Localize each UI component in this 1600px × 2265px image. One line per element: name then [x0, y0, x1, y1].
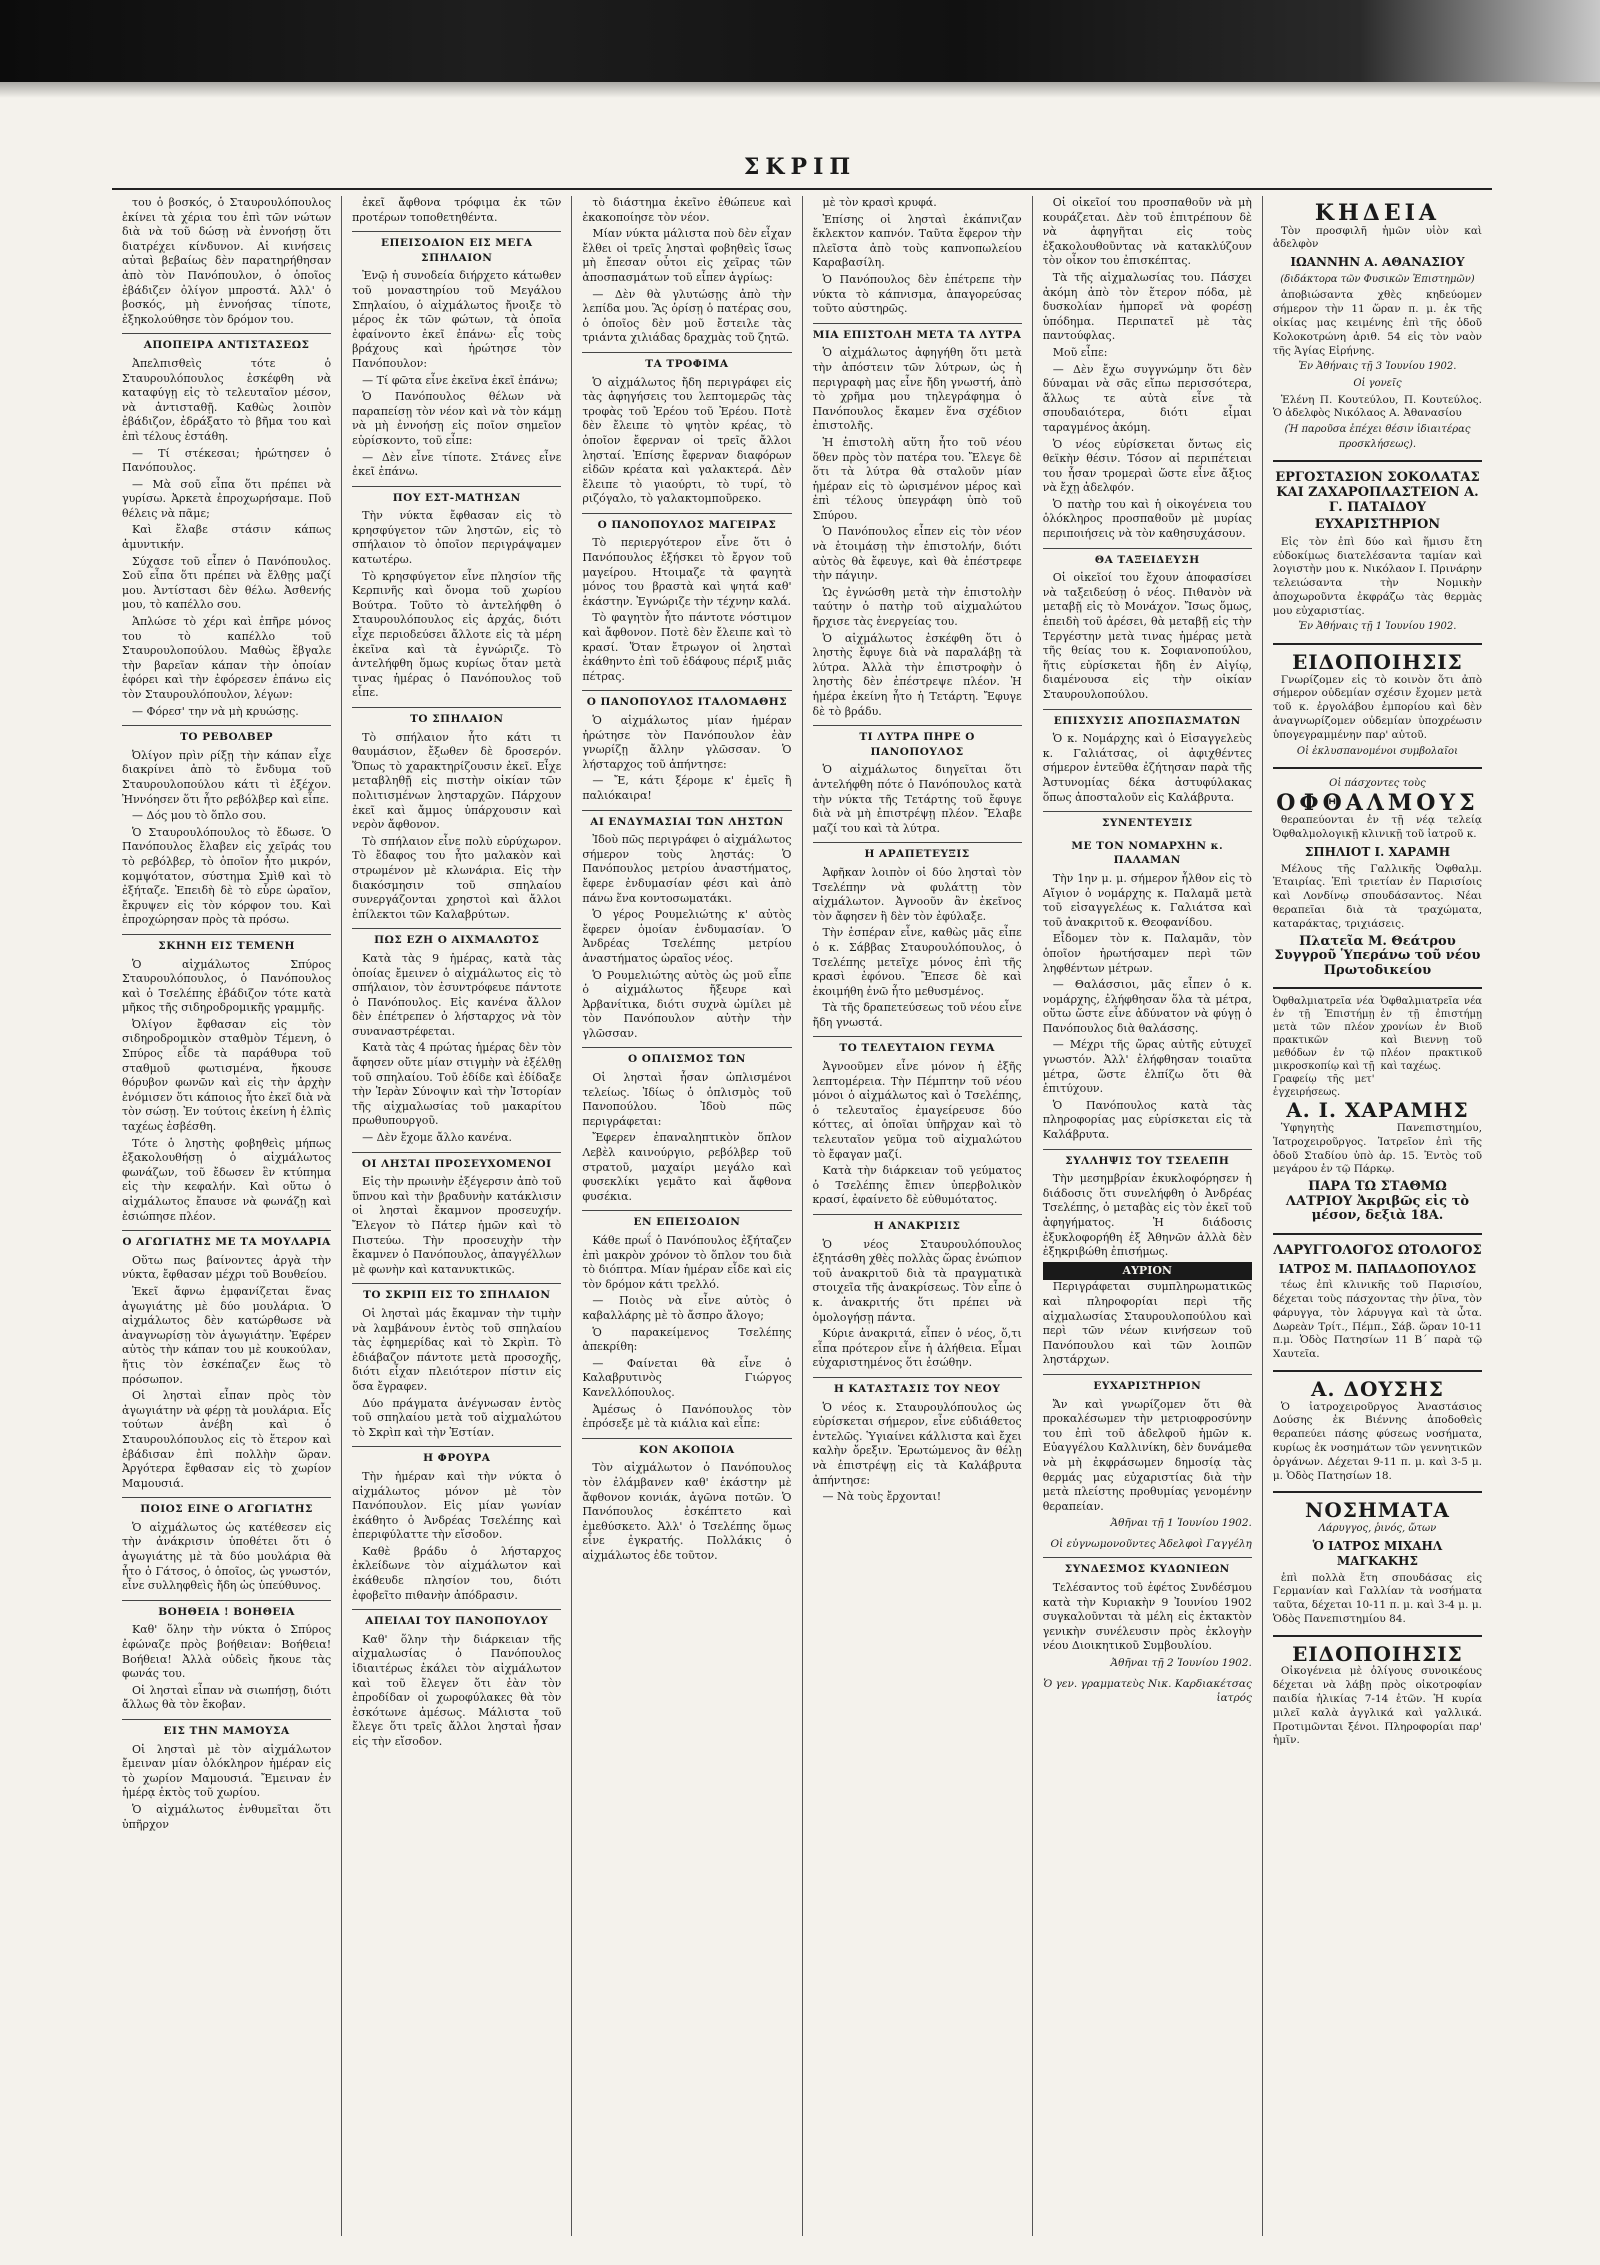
- paragraph: Ὁ αἰχμάλωτος ἐνθυμεῖται ὅτι ὑπῆρχον: [122, 1802, 332, 1831]
- signature: Ὁ γεν. γραμματεὺς Νικ. Καρδιακέτσας ἰατρός: [1043, 1677, 1252, 1705]
- diseases-doctor: Ὁ ΙΑΤΡΟΣ ΜΙΧΑΗΛ ΜΑΓΚΑΚΗΣ: [1312, 1539, 1443, 1569]
- section-heading: ΣΚΗΝΗ ΕΙΣ ΤΕΜΕΝΗ: [122, 934, 331, 954]
- notice-title: ΕΙΔΟΠΟΙΗΣΙΣ: [1292, 1641, 1463, 1666]
- paragraph: — Δὲν ἔχομε ἄλλο κανένα.: [362, 1131, 513, 1145]
- paragraph: Καθ' ὅλην τὴν διάρκειαν τῆς αἰχμαλωσίας ὁ Πανόπουλος ἰδιαιτέρως ἐκάλει τὸν αἰχμάλωτον καὶ τοῦ ἔλεγεν ὅτι ἐὰν τὸν ἐπροδίδαν οἱ χωροφύλακες θὰ τὸν ἐσκότωνε ἀμέσως. Μάλιστα τοῦ ἔλεγε ὅτι τρεῖς ἄλλοι λησταὶ ἦσαν εἰς τὴν εἴσοδον.: [352, 1632, 562, 1748]
- xaramis-address: ΠΑΡΑ ΤΩ ΣΤΑΘΜΩ ΛΑΤΡΙΟΥ Ἀκριβῶς εἰς τὸ μέσον, δεξιὰ 18Α.: [1285, 1179, 1469, 1224]
- paragraph: — Τί φῶτα εἶνε ἐκεῖνα ἐκεῖ ἐπάνω;: [362, 373, 559, 387]
- notice-ad-2: [1273, 1635, 1482, 1756]
- section-heading: ΣΥΛΛΗΨΙΣ ΤΟΥ ΤΣΕΛΕΠΗ: [1043, 1149, 1252, 1169]
- column-2: [342, 196, 572, 2236]
- xaramis-text: Ὑφηγητὴς Πανεπιστημίου, Ἰατροχειροῦργος. Ἰατρεῖον ἐπὶ τῆς ὁδοῦ Σταδίου ὑπὸ ἀρ. 15. Ἐντὸς τοῦ μεγάρου ἐν τῷ Πάρκῳ.: [1272, 1121, 1483, 1176]
- paragraph: Ὁ παρακείμενος Τσελέπης ἀπεκρίθη:: [582, 1325, 792, 1354]
- paragraph: Ἔφερεν ἐπαναληπτικὸν ὅπλον Λεβὲλ καινούργιο, ρεβόλβερ τοῦ στρατοῦ, μαχαίρι μεγάλο καὶ φυσεκλίκι γεμᾶτο καὶ ἄφθονα φυσέκια.: [582, 1131, 792, 1203]
- paragraph: Οὕτω πως βαίνοντες ἀργὰ τὴν νύκτα, ἔφθασαν μέχρι τοῦ Βουθείου.: [122, 1253, 332, 1282]
- paragraph: Ὁ γέρος Ρουμελιώτης κ' αὐτὸς ἔφερεν ὁμοίαν ἐνδυμασίαν. Ὁ Ἀνδρέας Τσελέπης μετρίου ἀναστήματος ὡραῖος νέος.: [582, 908, 792, 965]
- section-heading: ΚΟΝ ΑΚΟΠΟΙΑ: [582, 1438, 791, 1458]
- paragraph: Ὁ αἰχμάλωτος ἀφηγήθη ὅτι μετὰ τὴν ἀπόστειν τῶν λύτρων, ὡς ἡ περιγραφὴ μας εἶνε ἤδη γνωστή, ἀπὸ τὸ χρῆμα μου τηλεγράφημα ὁ Πανόπουλος ἔκαμεν ἕνα σχέδιον ἐπιστολῆς.: [812, 346, 1022, 433]
- paragraph: Εἶδομεν τὸν κ. Παλαμᾶν, τὸν ὁποῖον ἠρωτήσαμεν περὶ τῶν ληφθέντων μέτρων.: [1042, 932, 1252, 975]
- section-heading: ΕΠΕΙΣΟΔΙΟΝ ΕΙΣ ΜΕΓΑ ΣΠΗΛΑΙΟΝ: [352, 231, 561, 265]
- section-heading: Ο ΟΠΛΙΣΜΟΣ ΤΩΝ: [582, 1047, 791, 1067]
- diseases-ad: [1273, 1491, 1482, 1635]
- paragraph: Κύριε ἀνακριτά, εἶπεν ὁ νέος, ὅ,τι εἶπα πρότερον εἶνε ἡ ἀλήθεια. Εἶμαι εὐχαριστημένος ὅτι ἐσώθην.: [812, 1327, 1022, 1370]
- paragraph: Ἐνῷ ἡ συνοδεία διήρχετο κάτωθεν τοῦ μοναστηρίου τοῦ Μεγάλου Σπηλαίου, ὁ αἰχμάλωτος ἤνοιξε τὸ μέρος ἐκ τῶν φώτων, τὰ ὁποῖα ἐφαίνοντο ἐκεῖ ἐπάνω· εἶς τοὺς βράχους καὶ ἠρώτησε τὸν Πανόπουλον:: [352, 269, 562, 370]
- paragraph: Ὁ αἰχμάλωτος ἐσκέφθη ὅτι ὁ ληστὴς ἔφυγε διὰ νὰ παραλάβῃ τὰ λύτρα. Ἀλλὰ τὴν ἐπιστροφὴν ὁ ληστὴς δὲν ἐπέστρεψε πλέον. Ἡ ἡμέρα ἐκείνη ἦτο ἡ Τετάρτη. Ἔφυγε δὲ τὸ βράδυ.: [812, 631, 1022, 718]
- diseases-text: ἐπὶ πολλὰ ἔτη σπουδάσας εἰς Γερμανίαν καὶ Γαλλίαν τὰ νοσήματα ταῦτα, δέχεται 10-11 π. μ. καὶ 3-4 μ. μ. Ὁδὸς Πανεπιστημίου 84.: [1272, 1571, 1483, 1626]
- paragraph: Τὸ σπήλαιον ἦτο κάτι τι θαυμάσιον, ἔξωθεν δὲ δροσερόν. Ὅπως τὸ χαρακτηρίζουσιν ἐκεῖ. Εἶχε μεταβληθῇ εἰς πιστὴν οἰκίαν τῶν πολιτισμένων λησταρχῶν. Πάρχουν ἐκεῖ καὶ ἄμμος ὑπάρχουσιν καὶ νερὸν ἄφθονον.: [352, 730, 562, 832]
- funeral-signers: Ἑλένη Π. Κουτεύλου, Π. Κουτεύλος. Ὁ ἀδελφὸς Νικόλαος Α. Ἀθανασίου: [1272, 393, 1483, 420]
- chocolate-factory-ad: [1273, 460, 1482, 643]
- paragraph: — Ποιὸς νὰ εἶνε αὐτὸς ὁ καβαλλάρης μὲ τὸ ἄσπρο ἄλογο;: [582, 1294, 792, 1322]
- paragraph: — Δὲν θὰ γλυτώσῃς ἀπὸ τὴν λεπίδα μου. Ἂς ὁρίσῃ ὁ πατέρας σου, ὁ ὁποῖος δὲν μοῦ ἔστειλε τὰς τριάντα χιλιάδας δραχμὰς τοῦ ζητῶ.: [582, 287, 792, 345]
- paragraph: Τὰ τῆς αἰχμαλωσίας του. Πάσχει ἀκόμη ἀπὸ τὸν ἕτερον πόδα, μὲ δυσκολίαν ἠμπορεῖ νὰ φορέσῃ ὑπόδημα. Περιπατεῖ μὲ τὰς παντούφλας.: [1042, 270, 1252, 343]
- clinic-pair-ad: [1273, 987, 1482, 1233]
- column-6-ads: [1263, 196, 1492, 2236]
- section-heading: ΤΟ ΤΕΛΕΥΤΑΙΟΝ ΓΕΥΜΑ: [813, 1036, 1022, 1056]
- section-heading: ΒΟΗΘΕΙΑ ! ΒΟΗΘΕΙΑ: [122, 1600, 331, 1620]
- section-subheading: ΜΕ ΤΟΝ ΝΟΜΑΡΧΗΝ κ. ΠΑΛΑΜΑΝ: [1071, 839, 1224, 867]
- paragraph: Τὴν ἑσπέραν εἶνε, καθὼς μᾶς εἶπε ὁ κ. Σάββας Σταυρουλόπουλος, ὁ Τσελέπης μετεῖχε μόνος ἐπὶ τῆς κρασὶ ἐφόνου. Ἔπεσε δὲ καὶ ἐκοιμήθη ἐνῶ ἦτο μεθυσμένος.: [812, 926, 1022, 998]
- section-heading: Η ΑΡΑΠΕΤΕΥΞΙΣ: [813, 842, 1022, 862]
- paragraph: Κατὰ τὰς 4 πρώτας ἡμέρας δὲν τὸν ἄφησεν οὔτε μίαν στιγμὴν νὰ ἐξέλθῃ τοῦ σπηλαίου. Τοῦ ἐδίδε καὶ ἐδίδαξε τὴν Ἱερὰν Σύνοψιν καὶ τὴν Ἱστορίαν τῆς αἰχμαλωσίας τοῦ μακαρίτου πρωθυπουργοῦ.: [352, 1041, 562, 1128]
- paragraph: Κατὰ τὴν διάρκειαν τοῦ γεύματος ὁ Τσελέπης ἔπιεν ὑπερβολικὸν κρασί, ἐφαίνετο δὲ εὐθυμότατος.: [812, 1164, 1022, 1207]
- notice-text: Γνωρίζομεν εἰς τὸ κοινὸν ὅτι ἀπὸ σήμερον οὐδεμίαν σχέσιν ἔχομεν μετὰ τοῦ κ. ἐργολάβου ἐμπορίου καὶ δὲν ἀναγνωρίζομεν οὐδεμίαν ὑποχρέωσιν ὑπογεγραμμένην παρ' αὐτοῦ.: [1272, 673, 1483, 741]
- eye-clinic-title: ΟΦΘΑΛΜΟΥΣ: [1276, 789, 1479, 816]
- paragraph: Ὁ Πανόπουλος δὲν ἐπέτρεπε τὴν νύκτα τὸ κάπνισμα, ἀπαγορεύσας τοῦτο αὐστηρῶς.: [812, 272, 1022, 316]
- section-heading: ΣΥΝΕΝΤΕΥΞΙΣ: [1043, 811, 1252, 831]
- paragraph: Ἡ ἐπιστολὴ αὕτη ἦτο τοῦ νέου ὅθεν πρὸς τὸν πατέρα του. Ἔλεγε δὲ ὅτι τὰ λύτρα θὰ σταλοῦν μίαν ἡμέραν εἰς τὸ ὡρισμένον μέρος καὶ ἐπὶ τέλους ὑπεγράφη ὑπὸ τοῦ Σπύρου.: [812, 435, 1022, 522]
- paragraph: — Μὰ σοῦ εἶπα ὅτι πρέπει νὰ γυρίσω. Ἀρκετὰ ἐπροχωρήσαμε. Ποῦ θέλεις νὰ πᾶμε;: [122, 477, 332, 520]
- diseases-title: ΝΟΣΗΜΑΤΑ: [1305, 1498, 1450, 1523]
- eye-clinic-pre: Οἱ πάσχοντες τοὺς: [1329, 778, 1426, 790]
- paragraph: Τὰ τῆς δραπετεύσεως τοῦ νέου εἶνε ἤδη γνωστά.: [812, 1001, 1022, 1029]
- scan-edge-shadow: [0, 82, 1600, 98]
- eye-clinic-sub: θεραπεύονται ἐν τῇ νέᾳ τελείᾳ Ὀφθαλμολογικῇ κλινικῇ τοῦ ἰατροῦ κ.: [1272, 814, 1483, 841]
- paragraph: Ὁ αἰχμάλωτος μίαν ἡμέραν ἠρώτησε τὸν Πανόπουλον ἐὰν γνωρίζῃ ἄλλην γλῶσσαν. Ὁ λήσταρχος τοῦ ἀπήντησε:: [582, 714, 792, 771]
- section-heading: ΕΥΧΑΡΙΣΤΗΡΙΟΝ: [1043, 1374, 1252, 1394]
- section-heading: Ο ΑΓΩΓΙΑΤΗΣ ΜΕ ΤΑ ΜΟΥΛΑΡΙΑ: [122, 1230, 331, 1250]
- section-heading: Η ΦΡΟΥΡΑ: [352, 1446, 561, 1466]
- douses-text: Ὁ ἰατροχειροῦργος Ἀναστάσιος Δούσης ἐκ Βιέννης ἀποδοθεὶς θεραπεύει πάσης φύσεως νοσήματα, κυρίως ἐκ νοσημάτων τῶν γεννητικῶν ὀργάνων. Δέχεται 9-11 π. μ. καὶ 3-5 μ. μ. Ὁδὸς Πατησίων 18.: [1272, 1400, 1483, 1482]
- paragraph: Περιγράφεται συμπληρωματικῶς καὶ πληροφορίαι περὶ τῆς αἰχμαλωσίας Σταυρουλοπούλου καὶ περὶ τῶν νέων κινήσεων τοῦ Πανόπουλου καὶ τῶν λοιπῶν ληστάρχων.: [1042, 1280, 1252, 1367]
- paragraph: Τότε ὁ ληστὴς φοβηθεὶς μήπως ἐξακολουθήσῃ ὁ αἰχμάλωτος φωνάζων, τοῦ ἔδωσεν ἓν κτύπημα εἰς τὴν κεφαλήν. Καὶ οὕτω ὁ αἰχμάλωτος ἔπαυσε νὰ φωνάζῃ καὶ ἐσιώπησε πλέον.: [122, 1136, 332, 1223]
- paragraph: Δύο πράγματα ἀνέγνωσαν ἐντὸς τοῦ σπηλαίου μετὰ τοῦ αἰχμαλώτου τὸ Σκρὶπ καὶ τὴν Ἑστίαν.: [352, 1396, 562, 1439]
- notice-signature: Οἱ ἐκλυσπανομένοι συμβολαῖοι: [1296, 745, 1458, 757]
- paragraph: Ὁ αἰχμάλωτος Σπύρος Σταυρουλόπουλος, ὁ Πανόπουλος καὶ ὁ Τσελέπης ἐβάδιζον τότε κατὰ μῆκος τῆς σιδηροδρομικῆς γραμμῆς.: [122, 957, 332, 1015]
- funeral-note: (Ἡ παροῦσα ἐπέχει θέσιν ἰδιαιτέρας προσκλήσεως).: [1284, 424, 1471, 450]
- scan-edge: [0, 0, 1600, 82]
- funeral-signers-title: Οἱ γονεῖς: [1353, 377, 1402, 389]
- paragraph: Οἱ λησταὶ μάς ἔκαμναν τὴν τιμὴν νὰ λαμβάνουν ἐντὸς τοῦ σπηλαίου τὰς ἐφημερίδας καὶ τὸ Σκρὶπ. Τὸ ἐδιάβαζον πάντοτε μετὰ προσοχῆς, διότι εἶχαν πλειότερον πίστιν εἰς ὅσα ἔγραφεν.: [352, 1306, 562, 1393]
- paragraph: Ἄν καὶ γνωρίζομεν ὅτι θὰ προκαλέσωμεν τὴν μετριοφροσύνην του ἐπὶ τοῦ ἀδελφοῦ ἡμῶν κ. Εὐαγγέλου Καλλινίκη, δὲν δυνάμεθα νὰ μὴ ἐκφράσωμεν δημοσίᾳ τὰς θερμάς μας εὐχαριστίας διὰ τὴν μετὰ πλείστης προθυμίας γενομένην θεραπείαν.: [1042, 1397, 1252, 1513]
- paragraph: Οἱ λησταὶ εἶπαν πρὸς τὸν ἀγωγιάτην νὰ φέρῃ τὰ μουλάρια. Εἷς τούτων ἀνέβη καὶ ὁ Σταυρουλόπουλος εἰς τὸ ἕτερον καὶ ἐβάδισαν ἐπὶ πολλὴν ὥραν. Ἀργότερα ἔφθασαν εἰς τὸ χωρίον Μαμουσιά.: [122, 1389, 332, 1490]
- paragraph: Τὴν νύκτα ἔφθασαν εἰς τὸ κρησφύγετον τῶν ληστῶν, εἰς τὸ σπήλαιον τὸ ὁποῖον περιγράψαμεν κατωτέρω.: [352, 509, 562, 567]
- masthead-rule: [112, 188, 1492, 190]
- notice-title: ΕΙΔΟΠΟΙΗΣΙΣ: [1292, 650, 1463, 675]
- paragraph: Οἱ λησταὶ μὲ τὸν αἰχμάλωτον ἔμειναν μίαν ὁλόκληρον ἡμέραν εἰς τὸ χωρίον Μαμουσιά. Ἔμειναν ἐν ἡμέρᾳ ἐκτὸς τοῦ χωρίου.: [122, 1742, 332, 1800]
- paragraph: Ὁ νέος κ. Σταυρουλόπουλος ὡς εὑρίσκεται σήμερον, εἶνε εὐδιάθετος ἐντελῶς. Ὑγιαίνει κάλλιστα καὶ ἔχει καλὴν ὄρεξιν. Ἐρωτώμενος ἂν θέλῃ νὰ ἐπιστρέψῃ εἰς τὰ Καλάβρυτα ἀπήντησε:: [812, 1400, 1022, 1487]
- paragraph: Ὁ κ. Νομάρχης καὶ ὁ Εἰσαγγελεὺς κ. Γαλιάτσας, οἱ ἀφιχθέντες σήμερον ἐντεῦθα ἐζήτησαν παρὰ τῆς Ἀστυνομίας δέκα ἀστυφύλακας ὅπως ἀποσταλοῦν εἰς Καλάβρυτα.: [1042, 732, 1252, 804]
- chocolate-subtitle: ΕΥΧΑΡΙΣΤΗΡΙΟΝ: [1314, 517, 1441, 533]
- paragraph: Ἰδοὺ πῶς περιγράφει ὁ αἰχμάλωτος σήμερον τοὺς ληστάς: Ὁ Πανόπουλος μετρίου ἀναστήματος, ἔφερε ἐνδυμασίαν φέσι καὶ ἀπὸ πάνω ἕνα κοντοσωματάκι.: [582, 833, 792, 905]
- clinic-left-text: Ὀφθαλμιατρεῖα νέα ἐν τῇ Ἐπιστήμῃ μετὰ τῶν πλέον πρακτικῶν μεθόδων ἐν τῷ μικροσκοπίῳ καὶ τῇ Γραφείῳ τῆς μετ' ἐγχειρήσεως.: [1272, 996, 1375, 1099]
- otology-title: ΛΑΡΥΓΓΟΛΟΓΟΣ ΩΤΟΛΟΓΟΣ: [1273, 1242, 1482, 1258]
- paragraph: Ὁ νέος Σταυρουλόπουλος ἐξητάσθη χθὲς πολλὰς ὥρας ἐνώπιον τοῦ ἀνακριτοῦ διὰ τὰ πραγματικὰ στοιχεῖα τῆς ἀνακρίσεως. Τὸν εἶπε ὁ κ. ἀνακριτής ὅτι πρέπει νὰ ὁμολογήσῃ πάντα.: [812, 1237, 1022, 1324]
- paragraph: — Δός μου τὸ ὅπλο σου.: [132, 809, 267, 823]
- paragraph: μὲ τὸν κρασὶ κρυφά.: [822, 196, 937, 209]
- paragraph: Ἀμέσως ὁ Πανόπουλος τὸν ἐπρόσεξε μὲ τὰ κιάλια καὶ εἶπε:: [582, 1402, 792, 1431]
- masthead: ΣΚΡΙΠ: [743, 154, 857, 180]
- paragraph: Κάθε πρωΐ ὁ Πανόπουλος ἐξήταζεν ἐπὶ μακρὸν χρόνον τὸ ὅπλον του διὰ τὸ διόπτρα. Μίαν ἡμέραν εἶδε καὶ εἰς τὸν δρόμον κάτι τρελλό.: [582, 1234, 792, 1291]
- paragraph: Ὀλίγον ἔφθασαν εἰς τὸν σιδηροδρομικὸν σταθμὸν Τέμενη, ὁ Σπύρος εἶδε τὰ παράθυρα τοῦ σταθμοῦ φωτισμένα, ἤκουσε θόρυβον φωνῶν καὶ εἰς τὴν ἀρχὴν ἐνόμισεν ὅτι κάποιος ἦτο ἐκεῖ διὰ νὰ τὸν σώσῃ. Ἐν τούτοις ἐκείνη ἡ ἐλπὶς ταχέως ἐσβέσθη.: [122, 1017, 332, 1134]
- section-heading: ΤΟ ΣΠΗΛΑΙΟΝ: [352, 707, 561, 727]
- eye-clinic-address: Πλατεῖα Μ. Θεάτρου Συγγροῦ Ὑπεράνω τοῦ νέου Πρωτοδικείου: [1274, 933, 1481, 978]
- paragraph: Ἀγνοοῦμεν εἶνε μόνον ἡ ἐξῆς λεπτομέρεια. Τὴν Πέμπτην τοῦ νέου μόνοι ὁ αἰχμάλωτος καὶ ὁ Τσελέπης, ὁ τελευταῖος ἐμαγείρευσε δύο κόττες, αἱ ὁποῖαι ὑπῆρχαν καὶ τὸ τελευταῖον γεῦμα τοῦ αἰχμαλώτου τὸ ἔφαγαν μαζί.: [812, 1060, 1022, 1161]
- chocolate-date: Ἐν Ἀθήναις τῇ 1 Ἰουνίου 1902.: [1298, 621, 1457, 633]
- section-heading: Η ΚΑΤΑΣΤΑΣΙΣ ΤΟΥ ΝΕΟΥ: [813, 1377, 1022, 1397]
- paragraph: Μοῦ εἶπε:: [1052, 345, 1108, 359]
- section-heading: ΣΥΝΔΕΣΜΟΣ ΚΥΔΩΝΙΕΩΝ: [1043, 1557, 1252, 1577]
- douses-ad: [1273, 1370, 1482, 1491]
- paragraph: τὸ διάστημα ἐκεῖνο ἐθώπευε καὶ ἐκακοποίησε τὸν νέον.: [582, 196, 792, 224]
- funeral-role: (διδάκτορα τῶν Φυσικῶν Ἐπιστημῶν): [1280, 273, 1475, 285]
- paragraph: Καθὲ βράδυ ὁ λήσταρχος ἐκλείδωνε τὸν αἰχμάλωτον καὶ ἐκάθευδε πλησίον του, διότι ἐφοβεῖτο πιθανὴν ἀπόδρασιν.: [352, 1544, 562, 1602]
- paragraph: Σύχασε τοῦ εἶπεν ὁ Πανόπουλος. Σοῦ εἶπα ὅτι πρέπει νὰ ἔλθῃς μαζί μου. Ἀντίστασι δὲν θέλω. Ἀσθενής μου, τὸ καπέλλο σου.: [122, 554, 332, 612]
- paragraph: Ὁ αἰχμάλωτος ἤδη περιγράφει εἰς τὰς ἀφηγήσεις του λεπτομερῶς τὰς τροφὰς τοῦ Ἐρέου τοῦ Ἐρέου. Ποτὲ δὲν ἔλειπε τὸ ψητὸν κρέας, τὸ ὁποῖον ἔφερναν οἱ τρεῖς ἄλλοι λησταί. Ἐπίσης ἔφερναν διαφόρων εἰδῶν κρέατα καὶ γαλακτερά. Δὲν ἔλειπε τὸ γιαούρτι, τὸ τυρί, τὸ ριζόγαλο, τὸ γαλακτομποῦρεκο.: [582, 375, 792, 506]
- paragraph: — Φόρεσ' την νὰ μὴ κρυώσῃς.: [132, 704, 299, 718]
- paragraph: Οἱ λησταὶ ἦσαν ὡπλισμένοι τελείως. Ἰδίως ὁ ὁπλισμὸς τοῦ Πανοπούλου. Ἰδοὺ πῶς περιγράφεται:: [582, 1071, 792, 1128]
- paragraph: Ἀπελπισθεὶς τότε ὁ Σταυρουλόπουλος ἐσκέφθη νὰ καταφύγῃ εἰς τὸ τελευταῖον μέσον, νὰ ἀντισταθῇ. Καθὼς λοιπὸν ἐβάδιζον, ἐδράξατο τὸ βῆμα του καὶ ἐπὶ τέλους ἐστάθη.: [122, 356, 332, 443]
- otology-ad: [1273, 1233, 1482, 1370]
- paragraph: Ὁ αἰχμάλωτος διηγεῖται ὅτι ἀντελήφθη πότε ὁ Πανόπουλος κατὰ τὴν νύκτα τῆς Τετάρτης τοῦ ἔφυγε διὰ νὰ μὴ ἐπιστρέψῃ πλέον. Ἔλαβε μαζί του καὶ τὰ λύτρα.: [812, 763, 1022, 835]
- paragraph: Τὴν μεσημβρίαν ἐκυκλοφόρησεν ἡ διάδοσις ὅτι συνελήφθη ὁ Ἀνδρέας Τσελέπης, ὁ μεταβὰς εἰς τὸν ἐκεῖ τοῦ ἀφηγήματος. Ἡ διάδοσις ἐξυκλοφορήθη ἐξ Ἀθηνῶν ἀλλὰ δὲν ἐξηκριβώθη ἐπισήμως.: [1042, 1172, 1252, 1259]
- funeral-date: Ἐν Ἀθήναις τῇ 3 Ἰουνίου 1902.: [1298, 361, 1457, 373]
- paragraph: ἐκεῖ ἄφθονα τρόφιμα ἐκ τῶν προτέρων τοποθετηθέντα.: [352, 196, 562, 224]
- paragraph: Οἱ οἰκεῖοί του ἔχουν ἀποφασίσει νὰ ταξειδεύσῃ ὁ νέος. Πιθανὸν νὰ μεταβῇ εἰς τὸ Μονάχον. Ἴσως ὅμως, ἐπειδὴ τοῦ ἀρέσει, θὰ μεταβῇ εἰς τὴν Τεργέστην μετὰ τινας ἡμέρας μετὰ τῆς θείας του κ. Σοφιανοπούλου, ἥτις εὑρίσκεται ἤδη ἐν Αἰγίῳ, διαμένουσα εἰς τὴν οἰκίαν Σταυρουλοπούλου.: [1042, 571, 1252, 701]
- section-heading: ΠΟΥ ΕΣΤ-ΜΑΤΗΣΑΝ: [352, 486, 561, 506]
- column-4: [803, 196, 1033, 2236]
- paragraph: Ὁ Πανόπουλος εἶπεν εἰς τὸν νέον νὰ ἑτοιμάσῃ τὴν ἐπιστολήν, διότι αὐτὸς θὰ ἔφευγε, καὶ θὰ ἐπέστρεφε τὴν πάγιην.: [812, 525, 1022, 583]
- section-heading: Ο ΠΑΝΟΠΟΥΛΟΣ ΙΤΑΛΟΜΑΘΗΣ: [582, 690, 791, 710]
- paragraph: — Μέχρι τῆς ὥρας αὐτῆς εὐτυχεῖ γνωστόν. Ἀλλ' ἐλήφθησαν τοιαῦτα μέτρα, ὥστε ἐλπίζω ὅτι θὰ ἐπιτύχουν.: [1042, 1038, 1252, 1096]
- paragraph: Οἱ λησταὶ εἶπαν νὰ σιωπήσῃ, διότι ἄλλως θὰ τὸν ἔκοβαν.: [122, 1683, 332, 1712]
- paragraph: — Τί στέκεσαι; ἠρώτησεν ὁ Πανόπουλος.: [122, 446, 332, 475]
- notice-text: Οἰκογένεια μὲ ὀλίγους συνοικέους δέχεται νὰ λάβῃ πρὸς οἰκοτροφίαν παιδία ἡλικίας 7-14 ἐτῶν. Ἡ κυρία μιλεῖ καλὰ ἀγγλικά καὶ γαλλικά. Προτιμῶνται ξένοι. Πληροφορίαι παρ' ἡμῖν.: [1272, 1665, 1483, 1747]
- section-heading: ΕΝ ΕΠΕΙΣΟΔΙΟΝ: [582, 1210, 791, 1230]
- paragraph: — Θαλάσσιοι, μᾶς εἶπεν ὁ κ. νομάρχης, ἐλήφθησαν ὅλα τὰ μέτρα, οὕτω ὥστε εἶνε ἀδύνατον νὰ φύγῃ ὁ Πανόπουλος διὰ θαλάσσης.: [1042, 978, 1252, 1035]
- paragraph: Ἐπίσης οἱ λησταὶ ἐκάπνιζαν ἔκλεκτον καπνόν. Ταῦτα ἔφερον τὴν πλεῖστα ἀπὸ τοὺς καπνοπωλείου Καραβασίλη.: [812, 212, 1022, 270]
- paragraph: Ἀφῆκαν λοιπὸν οἱ δύο λησταὶ τὸν Τσελέπην νὰ φυλάττῃ τὸν αἰχμάλωτον. Ἀγνοοῦν ἂν ἐκεῖνος τὸν ἄφησεν ἢ δὲν τὸν ἐφύλαξε.: [812, 865, 1022, 923]
- signature: Οἱ εὐγνωμονοῦντες Ἀδελφοὶ Γαγγέλη: [1050, 1537, 1252, 1550]
- paragraph: Ὡς ἐγνώσθη μετὰ τὴν ἐπιστολὴν ταύτην ὁ πατὴρ τοῦ αἰχμαλώτου ἤρχισε τὰς ἐνεργείας του.: [812, 585, 1022, 629]
- eye-clinic-text: Μέλους τῆς Γαλλικῆς Ὀφθαλμ. Ἑταιρίας. Ἐπὶ τριετίαν ἐν Παρισίοις καὶ Λονδίνῳ σπουδάσαντος. Νέαι θεραπεῖαι διὰ τὰ τραχώματα, καταράκτας, τριχιάσεις.: [1272, 862, 1483, 930]
- funeral-name: ΙΩΑΝΝΗΝ Α. ΑΘΑΝΑΣΙΟΥ: [1290, 255, 1465, 270]
- column-1: [112, 196, 342, 2236]
- paragraph: Ὁ Ρουμελιώτης αὐτὸς ὡς μοῦ εἶπε ὁ αἰχμάλωτος ἤξευρε καὶ Ἀρβανίτικα, διότι συχνὰ ὡμίλει μὲ τὸν Πανόπουλον αὐτὴν τὴν γλῶσσαν.: [582, 968, 792, 1040]
- paragraph: Ὁ Πανόπουλος θέλων νὰ παραπείσῃ τὸν νέον καὶ νὰ τὸν κάμῃ νὰ μὴ ἐννοήσῃ εἰς ποῖον σημεῖον εὑρίσκοντο, τοῦ εἶπε:: [352, 390, 562, 447]
- section-heading: ΤΟ ΣΚΡΙΠ ΕΙΣ ΤΟ ΣΠΗΛΑΙΟΝ: [352, 1283, 561, 1303]
- section-heading: ΑΠΕΙΛΑΙ ΤΟΥ ΠΑΝΟΠΟΥΛΟΥ: [352, 1609, 561, 1629]
- paragraph: Ἐκεῖ ἄφνω ἐμφανίζεται ἕνας ἀγωγιάτης μὲ δύο μουλάρια. Ὁ αἰχμάλωτος δὲν κατώρθωσε νὰ ἀναγνωρίσῃ τὸν ἀγωγιάτην. Ἐφέρεν αὐτὸς τὴν κάπαν του μὲ κουκούλαν, ἥτις τὸν ἐσκέπαζεν ἕως τὸ πρόσωπον.: [122, 1284, 332, 1386]
- paragraph: Ὁ Πανόπουλος κατὰ τὰς πληροφορίας μας εὑρίσκεται εἰς τὰ Καλάβρυτα.: [1042, 1098, 1252, 1142]
- paragraph: Ὀλίγον πρὶν ρίξῃ τὴν κάπαν εἶχε διακρίνει ἀπὸ τὸ ἔνδυμα τοῦ Σταυρουλοπούλου κάτι τὶ ἐξέχον. Ἠννόησεν ὅτι ἦτο ρεβόλβερ καὶ εἶπε.: [122, 748, 332, 806]
- date-line: Ἀθῆναι τῇ 2 Ἰουνίου 1902.: [1110, 1657, 1252, 1670]
- section-heading: ΑΙ ΕΝΔΥΜΑΣΙΑΙ ΤΩΝ ΛΗΣΤΩΝ: [582, 810, 791, 830]
- paragraph: Κατὰ τὰς 9 ἡμέρας, κατὰ τὰς ὁποίας ἔμεινεν ὁ αἰχμάλωτος εἰς τὸ σπήλαιον, τὸν ἐσυντρόφευε πάντοτε ὁ Πανόπουλος. Εἰς κανένα ἄλλον δὲν ἐπέτρεπεν ὁ λήσταρχος νὰ τὸν συναναστρέφεται.: [352, 951, 562, 1038]
- section-heading: ΤΟ ΡΕΒΟΛΒΕΡ: [122, 725, 331, 745]
- section-heading: ΑΠΟΠΕΙΡΑ ΑΝΤΙΣΤΑΣΕΩΣ: [122, 333, 331, 353]
- funeral-text-2: ἀποβιώσαντα χθὲς κηδεύομεν σήμερον τὴν 11 ὥραν π. μ. ἐκ τῆς οἰκίας μας κειμένης ἐπὶ τῆς ὁδοῦ Κολοκοτρώνη ἀριθ. 54 εἰς τὸν ναὸν τῆς Ἁγίας Εἰρήνης.: [1272, 289, 1483, 357]
- paragraph: Ὁ νέος εὑρίσκεται ὄντως εἰς θεϊκὴν θέσιν. Τόσον αἱ περιπέτειαι του ἦσαν τρομεραὶ ὥστε εἶνε ἄξιος νὰ ἔχῃ ἀδελφόν.: [1042, 437, 1252, 495]
- paragraph: Τὸν αἰχμάλωτον ὁ Πανόπουλος τὸν ἐλάμβανεν καθ' ἑκάστην μὲ ἄφθονον κονιάκ, ἀγῶνα ποτῶν. Ὁ Πανόπουλος ἐσκέπτετο καὶ ἐμεθύσκετο. Ἀλλ' ὁ Τσελέπης ὅμως εἶνε ἐγκρατής. Πολλάκις ὁ αἰχμάλωτος ἐδε τοῦτον.: [582, 1461, 792, 1562]
- funeral-title: ΚΗΔΕΙΑ: [1314, 200, 1440, 226]
- paragraph: Τὸ περιεργότερον εἶνε ὅτι ὁ Πανόπουλος ἐξήσκει τὸ ἔργον τοῦ μαγείρου. Ητοιμαζε τὰ φαγητὰ μόνος του βραστὰ καὶ ψητά καθ' ἑκάστην. Ἐγνώριζε τὴν τέχνην καλά.: [582, 536, 792, 608]
- funeral-notice: [1273, 196, 1482, 460]
- eye-clinic-doctor: ΣΠΗΛΙΟΤ Ι. ΧΑΡΑΜΗ: [1304, 845, 1451, 860]
- section-heading: ΘΑ ΤΑΞΕΙΔΕΥΣΗ: [1043, 548, 1252, 568]
- section-heading: Η ΑΝΑΚΡΙΣΙΣ: [813, 1214, 1022, 1234]
- newspaper-columns: [112, 196, 1492, 2236]
- paragraph: Ὁ αἰχμάλωτος ὡς κατέθεσεν εἰς τὴν ἀνάκρισιν ὑποθέτει ὅτι ὁ ἀγωγιάτης μὲ τὰ δύο μουλάρια θὰ ἦτο ὁ Γάτσος, ὁ ὁποῖος, ὡς γνωστόν, εἶνε συλληφθεὶς ἤδη ὡς ὑπεύθυνος.: [122, 1520, 332, 1593]
- otology-text: τέως ἐπὶ κλινικῆς τοῦ Παρισίου, δέχεται τοὺς πάσχοντας τὴν ῥῖνα, τὸν φάρυγγα, τὸν λάρυγγα καὶ τὰ ὦτα. Δωρεὰν Τρίτ., Πέμπ., Σάβ. ὥραν 10-11 π.μ. Ὁδὸς Πατησίων 11 Β΄ παρὰ τῷ Χαυτεῖα.: [1272, 1279, 1483, 1361]
- paragraph: — Φαίνεται θὰ εἶνε ὁ Καλαβρυτινὸς Γιώργος Κανελλόπουλος.: [582, 1356, 792, 1399]
- xaramis-title: Α. Ι. ΧΑΡΑΜΗΣ: [1286, 1098, 1469, 1123]
- section-heading: ΜΙΑ ΕΠΙΣΤΟΛΗ ΜΕΤΑ ΤΑ ΛΥΤΡΑ: [813, 323, 1022, 343]
- paragraph: Τελέσαντος τοῦ ἐφέτος Συνδέσμου κατὰ τὴν Κυριακὴν 9 Ἰουνίου 1902 συγκαλοῦνται τὰ μέλη εἰς ἐκτακτὸν γενικὴν συνέλευσιν πρὸς ἐκλογὴν νέου Διοικητικοῦ Συμβουλίου.: [1042, 1581, 1252, 1653]
- paragraph: Τὸ κρησφύγετον εἶνε πλησίον τῆς Κερπινῆς καὶ ὄνομα τοῦ χωρίου Βούτρα. Τοῦτο τὸ ἀντελήφθη ὁ Σταυρουλόπουλος εἰς ἀρχάς, διότι εἶχε περιοδεύσει ἄλλοτε εἰς τὰ μέρη ἐκεῖνα καὶ τὰ ἐγνώριζε. Τὸ ἀντελήφθη ὅμως κυρίως ὅταν μετὰ τινας ἡμέρας ὁ Πανόπουλος τοῦ εἶπε.: [352, 569, 562, 700]
- section-heading: ΤΑ ΤΡΟΦΙΜΑ: [582, 352, 791, 372]
- paragraph: — Δὲν εἶνε τίποτε. Στάνες εἶνε ἐκεῖ ἐπάνω.: [352, 450, 562, 479]
- paragraph: Ἁπλώσε τὸ χέρι καὶ ἐπῆρε μόνος του τὸ καπέλλο τοῦ Σταυρουλοπούλου. Μαθὼς ἔβγαλε τὴν βαρεῖαν κάπαν τὴν ὁποίαν ἐφόρει καὶ τὴν ἐφόρεσεν ἐπάνω εἰς τὸν Σταυρουλόπουλον, λέγων:: [122, 615, 332, 701]
- douses-title: Α. ΔΟΥΣΗΣ: [1311, 1376, 1444, 1401]
- clinic-right-text: Ὀφθαλμιατρεῖα νέα ἐν τῇ ἐπιστήμῃ χρονίων ἐν Βιοῦ καὶ Βιεννῃ τοῦ πλέον πρακτικοῦ καὶ ταχέως.: [1380, 996, 1483, 1073]
- chocolate-text: Εἰς τὸν ἐπὶ δύο καὶ ἥμισυ ἔτη εὐδοκίμως διατελέσαντα ταμίαν καὶ λογιστὴν μου κ. Νικόλαον Ι. Πρινάρην τελειώσαντα τὴν Νομικὴν ἀποχωροῦντα ἐκφράζω τὰς θερμὰς μου εὐχαριστίας.: [1272, 535, 1483, 617]
- paragraph: του ὁ βοσκός, ὁ Σταυρουλόπουλος ἐκίνει τὰ χέρια του ἐπὶ τῶν νώτων διὰ νὰ τοῦ δώσῃ νὰ ἐννοήσῃ ὅτι διατρέχει κίνδυνον. Αἱ κινήσεις αὐταὶ βεβαίως δὲν παρατηρήθησαν ἀπὸ τὸν Πανόπουλον, ὁ ὁποῖος ἐβάδιζεν ὀλίγον μπροστά. Ἀλλ' ὁ βοσκός, μὴ ἐννοήσας τίποτε, ἐξηκολούθησε τὸν δρόμον του.: [122, 196, 332, 326]
- paragraph: — Δὲν ἔχω συγγνώμην ὅτι δὲν δύναμαι νὰ σᾶς εἴπω περισσότερα, ἄλλως τε αὐτὰ εἶνε τὰ σπουδαιότερα, διότι εἶμαι ταραγμένος ἀκόμη.: [1042, 362, 1252, 434]
- paragraph: Εἰς τὴν πρωινὴν ἐξέγερσιν ἀπὸ τοῦ ὕπνου καὶ τὴν βραδυνὴν κατάκλισιν οἱ λησταὶ ἔκαμνον προσευχήν. Ἔλεγον τὸ Πάτερ ἡμῶν καὶ τὸ Πιστεύω. Τὴν προσευχὴν τὴν ἔκαμνεν ὁ Πανόπουλος, ἀπαγγέλλων μὲ φωνὴν καὶ κατανυκτικῶς.: [352, 1175, 562, 1276]
- paragraph: Μίαν νύκτα μάλιστα ποὺ δὲν εἶχαν ἔλθει οἱ τρεῖς λησταὶ φοβηθεὶς ἴσως μὴ ἔπεσαν οὗτοι εἰς χεῖρας τῶν ἀποσπασμάτων τοῦ εἶπεν ἀγρίως:: [582, 227, 792, 284]
- paragraph: Τὴν 1ην μ. μ. σήμερον ἦλθον εἰς τὸ Αἴγιον ὁ νομάρχης κ. Παλαμᾶ μετὰ τοῦ εἰσαγγελέως κ. Γαλιάτσα καὶ τοῦ ἀνακριτοῦ κ. Θεοφανίδου.: [1042, 871, 1252, 929]
- eye-clinic-ad: [1273, 767, 1482, 987]
- diseases-subtitle: Λάρυγγος, ῥινός, ὤτων: [1318, 1522, 1437, 1534]
- chocolate-title: ΕΡΓΟΣΤΑΣΙΟΝ ΣΟΚΟΛΑΤΑΣ ΚΑΙ ΖΑΧΑΡΟΠΛΑΣΤΕΙΟΝ Α. Γ. ΠΑΤΑΙΔΟΥ: [1275, 470, 1480, 515]
- section-heading: Ο ΠΑΝΟΠΟΥΛΟΣ ΜΑΓΕΙΡΑΣ: [582, 513, 791, 533]
- paragraph: Οἱ οἰκεῖοί του προσπαθοῦν νὰ μὴ κουράζεται. Δὲν τοῦ ἐπιτρέπουν δὲ νὰ ἀφηγῆται εἰς τοὺς ἐξακολουθοῦντας νὰ κατακλύζουν τὸν οἶκον του ἐπισκέπτας.: [1042, 196, 1252, 268]
- otology-doctor: ΙΑΤΡΟΣ Μ. ΠΑΠΑΔΟΠΟΥΛΟΣ: [1278, 1261, 1477, 1276]
- paragraph: Τὸ φαγητὸν ἦτο πάντοτε νόστιμον καὶ ἄφθονον. Ποτὲ δὲν ἔλειπε καὶ τὸ κρασί. Ὅταν ἔτρωγον οἱ λησταὶ ἐκάθηντο ἐπὶ τοῦ ἐδάφους πέριξ μιᾶς πέτρας.: [582, 611, 792, 683]
- paragraph: Τὸ σπήλαιον εἶνε πολὺ εὐρύχωρον. Τὸ ἔδαφος του ἦτο μαλακὸν καὶ στρωμένον μὲ κλωνάρια. Εἰς τὴν διακόσμησιν τοῦ σπηλαίου συνεργάζονται χρηστοὶ καὶ ἄλλοι ἐπίλεκτοι τῶν Καλαβρύτων.: [352, 834, 562, 921]
- section-heading: ΠΟΙΟΣ ΕΙΝΕ Ο ΑΓΩΓΙΑΤΗΣ: [122, 1497, 331, 1517]
- paragraph: Ὁ Σταυρουλόπουλος τὸ ἔδωσε. Ὁ Πανόπουλος ἔλαβεν εἰς χεῖράς του τὸ ρεβόλβερ, τὸ ὁποῖον ἦτο μικρόν, κομψότατον, σύστημα Σμὶθ καὶ τὸ ἐξήταζε. Ἐπειδὴ δὲ τὸ εὗρε ὡραῖον, ἔκρυψεν εἰς τὸν κόρφον του. Καὶ ἐπροχώρησαν πρὸς τὰ πρόσω.: [122, 825, 332, 927]
- paragraph: — Νὰ τοὺς ἔρχονται!: [822, 1490, 942, 1504]
- section-heading: ΤΙ ΛΥΤΡΑ ΠΗΡΕ Ο ΠΑΝΟΠΟΥΛΟΣ: [813, 725, 1022, 759]
- paragraph: Ὁ πατὴρ του καὶ ἡ οἰκογένεια του ὁλόκληρος προσπαθοῦν μὲ μυρίας περιποιήσεις νὰ τὸν καθησυχάσουν.: [1042, 497, 1252, 541]
- funeral-text: Τὸν προσφιλῆ ἡμῶν υἱὸν καὶ ἀδελφὸν: [1272, 224, 1483, 251]
- column-5: [1033, 196, 1263, 2236]
- section-heading: ΠΩΣ ΕΖΗ Ο ΑΙΧΜΑΛΩΤΟΣ: [352, 928, 561, 948]
- notice-ad-1: [1273, 643, 1482, 767]
- paragraph: Καθ' ὅλην τὴν νύκτα ὁ Σπύρος ἐφώναζε πρὸς βοήθειαν: Βοήθεια! Βοήθεια! Ἀλλὰ οὐδεὶς ἤκουε τὰς φωνάς του.: [122, 1623, 332, 1681]
- section-heading: ΕΙΣ ΤΗΝ ΜΑΜΟΥΣΑ: [122, 1719, 331, 1739]
- tomorrow-banner: ΑΥΡΙΟΝ: [1043, 1262, 1252, 1281]
- section-heading: ΟΙ ΛΗΣΤΑΙ ΠΡΟΣΕΥΧΟΜΕΝΟΙ: [352, 1152, 561, 1172]
- section-heading: ΕΠΙΣΧΥΣΙΣ ΑΠΟΣΠΑΣΜΑΤΩΝ: [1043, 709, 1252, 729]
- column-3: [572, 196, 802, 2236]
- paragraph: Τὴν ἡμέραν καὶ τὴν νύκτα ὁ αἰχμάλωτος μόνον μὲ τὸν Πανόπουλον. Εἰς μίαν γωνίαν ἐκάθητο ὁ Ἀνδρέας Τσελέπης καὶ ἐπεριφύλαττε τὴν εἴσοδον.: [352, 1469, 562, 1542]
- paragraph: Καὶ ἔλαβε στάσιν κάπως ἀμυντικήν.: [122, 523, 332, 552]
- date-line: Ἀθῆναι τῇ 1 Ἰουνίου 1902.: [1110, 1517, 1252, 1530]
- paragraph: — Ἔ, κάτι ξέρομε κ' ἐμεῖς ἢ παλιόκαιρα!: [582, 774, 792, 802]
